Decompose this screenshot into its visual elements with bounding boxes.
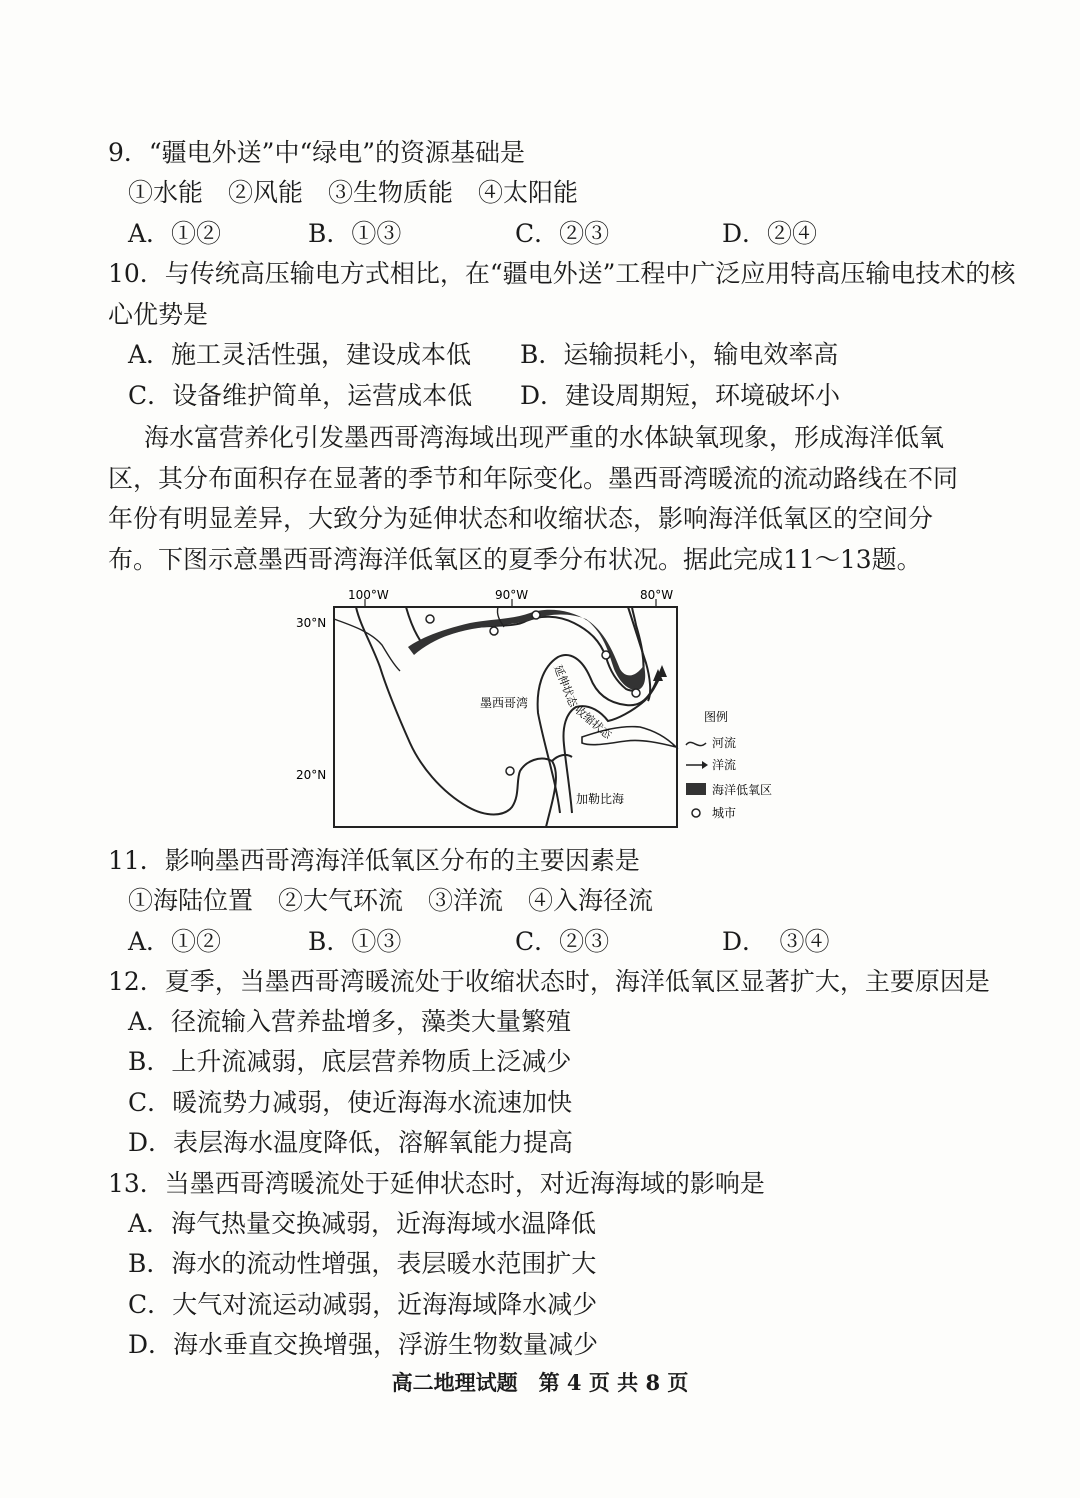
q11-items: ①海陆位置 ②大气环流 ③洋流 ④入海径流: [128, 886, 654, 915]
q10-option-b: B．运输损耗小，输电效率高: [520, 340, 839, 369]
city-marker: [602, 651, 610, 659]
gulf-label: 墨西哥湾: [480, 696, 529, 710]
q11-option-d: D． ③④: [722, 927, 830, 956]
city-marker: [532, 611, 540, 619]
caribbean-label: 加勒比海: [576, 792, 625, 806]
contract-state-label: 收缩状态: [572, 703, 615, 742]
q9-option-a: A．①②: [128, 219, 222, 248]
city-marker: [632, 689, 640, 697]
q13-option-a: A．海气热量交换减弱，近海海域水温降低: [128, 1209, 597, 1238]
q9-items: ①水能 ②风能 ③生物质能 ④太阳能: [128, 178, 579, 207]
q11-option-c: C．②③: [515, 927, 610, 956]
extend-state-label: 延伸状态: [551, 663, 580, 709]
q11-option-a: A．①②: [128, 927, 222, 956]
lat-label-20n: 20°N: [296, 768, 327, 782]
gulf-of-mexico-map: [290, 585, 800, 835]
passage-text: 海水富营养化引发墨西哥湾海域出现严重的水体缺氧现象，形成海洋低氧区，其分布面积存在显著的季节和年际变化。墨西哥湾暖流的流动路线在不同年份有明显差异，大致分为延伸状态和收缩状态，影响海洋低氧区的空间分布。下图示意墨西哥湾海洋低氧区的夏季分布状况。据此完成11～13题。: [108, 423, 959, 574]
city-marker: [426, 615, 434, 623]
q11-option-b: B．①③: [308, 927, 402, 956]
q9-option-d: D．②④: [722, 219, 818, 248]
q11-stem: 11．影响墨西哥湾海洋低氧区分布的主要因素是: [108, 846, 640, 875]
q10-stem-line2: 心优势是: [108, 300, 209, 329]
q12-option-b: B．上升流减弱，底层营养物质上泛减少: [128, 1047, 572, 1076]
q13-stem: 13．当墨西哥湾暖流处于延伸状态时，对近海海域的影响是: [108, 1169, 765, 1198]
legend-title: 图例: [704, 710, 729, 724]
lon-label-90w: 90°W: [495, 588, 529, 602]
legend-city: 城市: [712, 806, 737, 820]
q10-option-d: D．建设周期短，环境破坏小: [520, 381, 841, 410]
q9-option-c: C．②③: [515, 219, 610, 248]
map-legend: [686, 709, 772, 820]
legend-current: 洋流: [712, 758, 737, 772]
q12-stem: 12．夏季，当墨西哥湾暖流处于收缩状态时，海洋低氧区显著扩大，主要原因是: [108, 967, 990, 996]
lat-label-30n: 30°N: [296, 616, 327, 630]
q12-option-d: D．表层海水温度降低，溶解氧能力提高: [128, 1128, 574, 1157]
map-frame: [334, 607, 677, 827]
passage: [108, 418, 968, 580]
gulf-coastline: [356, 607, 556, 827]
q9-option-b: B．①③: [308, 219, 402, 248]
q13-option-b: B．海水的流动性增强，表层暖水范围扩大: [128, 1249, 597, 1278]
legend-hypoxia: 海洋低氧区: [712, 783, 773, 797]
city-marker: [506, 767, 514, 775]
q13-option-c: C．大气对流运动减弱，近海海域降水减少: [128, 1290, 598, 1319]
q10-option-a: A．施工灵活性强，建设成本低: [128, 340, 472, 369]
lon-label-80w: 80°W: [640, 588, 674, 602]
q12-option-c: C．暖流势力减弱，使近海海水流速加快: [128, 1088, 573, 1117]
q12-option-a: A．径流输入营养盐增多，藻类大量繁殖: [128, 1007, 572, 1036]
page-footer: 高二地理试题 第 4 页 共 8 页: [391, 1370, 689, 1395]
lon-label-100w: 100°W: [348, 588, 389, 602]
rio-grande-river: [334, 619, 400, 671]
yucatan-east-coast: [552, 755, 572, 761]
q13-option-d: D．海水垂直交换增强，浮游生物数量减少: [128, 1330, 599, 1359]
q10-option-c: C．设备维护简单，运营成本低: [128, 381, 473, 410]
q9-stem: 9．“疆电外送”中“绿电”的资源基础是: [108, 138, 526, 167]
legend-river: 河流: [712, 736, 737, 750]
city-marker: [490, 627, 498, 635]
q10-stem-line1: 10．与传统高压输电方式相比，在“疆电外送”工程中广泛应用特高压输电技术的核: [108, 259, 1016, 288]
